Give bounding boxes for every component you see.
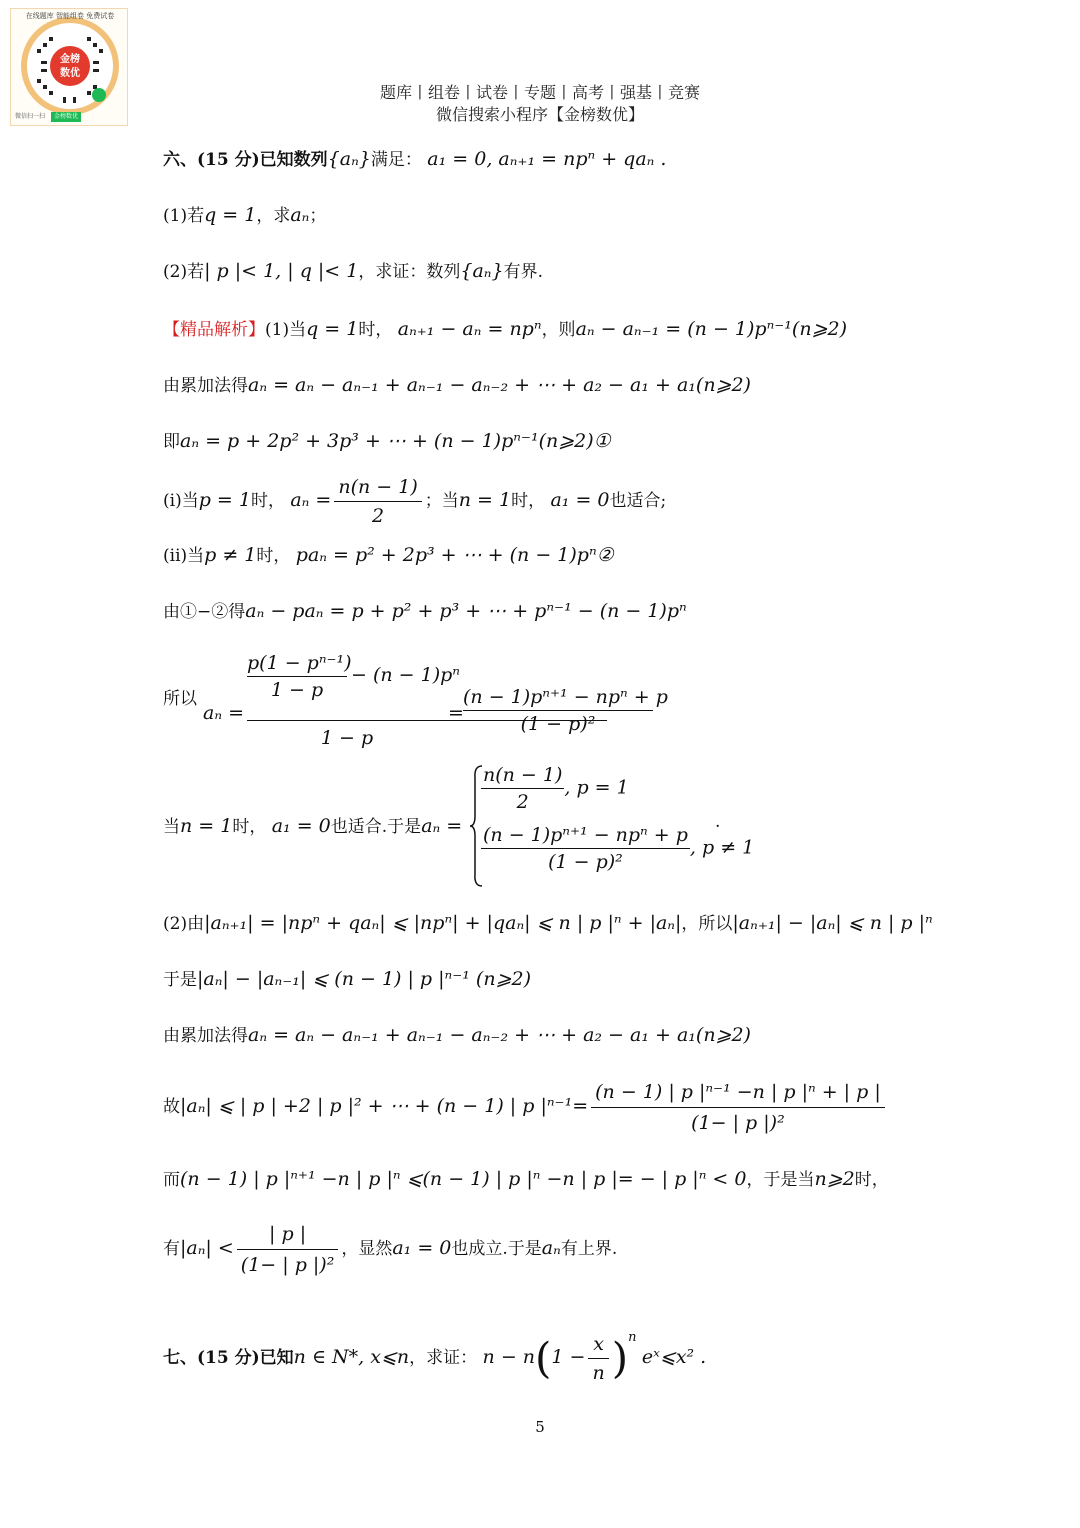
l1-a: q = 1: [306, 318, 359, 340]
l13-math: (n − 1) | p |ⁿ⁺¹ −n | p |ⁿ ⩽(n − 1) | p |ⁿ −n | p |= − | p |ⁿ < 0: [180, 1168, 747, 1190]
l14-b: ，显然: [341, 1239, 393, 1259]
l7-pre: 所以: [163, 689, 197, 709]
l14-e: aₙ: [541, 1237, 561, 1259]
l11-math: aₙ = aₙ − aₙ₋₁ + aₙ₋₁ − aₙ₋₂ + ⋯ + a₂ − a₁ + a₁(n⩾2): [248, 1024, 751, 1046]
l8-a: n = 1: [180, 815, 233, 837]
problem7-title: 七、(15 分)已知: [163, 1348, 294, 1368]
solution-line-14: [163, 1218, 617, 1279]
problem7-frac-num: x: [588, 1332, 608, 1359]
l14-d: 也成立.于是: [451, 1239, 542, 1259]
l7-inner-frac: [247, 652, 352, 701]
logo-caption-badge: 金榜数优: [51, 112, 81, 122]
l7-eq: =: [448, 702, 464, 724]
l8-end: .: [715, 812, 721, 832]
l14-frac: [237, 1221, 339, 1278]
l2-math: aₙ = aₙ − aₙ₋₁ + aₙ₋₁ − aₙ₋₂ + ⋯ + a₂ − a₁ + a₁(n⩾2): [248, 374, 751, 396]
l8-b: 时，: [232, 817, 267, 837]
l8-c2-den: (1 − p)²: [548, 851, 623, 873]
q1-math: q = 1: [204, 204, 257, 226]
q2-pre: (2)若: [163, 262, 205, 282]
problem7-frac: [588, 1332, 608, 1385]
l4-c: aₙ =: [290, 489, 332, 511]
q2-end: 有界.: [503, 262, 543, 282]
q1-mid: ，求: [256, 206, 291, 226]
l10-math: |aₙ| − |aₙ₋₁| ⩽ (n − 1) | p |ⁿ⁻¹ (n⩾2): [197, 968, 531, 990]
l9-pre: (2)由: [163, 914, 205, 934]
solution-line-9: [163, 908, 933, 939]
l4-d: ；当: [424, 491, 459, 511]
l9-mid: ，所以: [681, 914, 733, 934]
problem6-q2: [163, 256, 543, 287]
l8-c: a₁ = 0: [271, 815, 331, 837]
l8-c1-den: 2: [516, 791, 529, 813]
problem7-paren-r: ): [611, 1333, 629, 1383]
l4-num: n(n − 1): [334, 475, 421, 502]
l1-e: aₙ − aₙ₋₁ = (n − 1)pⁿ⁻¹(n⩾2): [575, 318, 847, 340]
l7-rhs-frac: [463, 686, 668, 735]
l8-d: 也适合.于是: [330, 817, 422, 837]
problem6-statement: [163, 144, 666, 175]
l9-math: |aₙ₊₁| = |npⁿ + qaₙ| ⩽ |npⁿ| + |qaₙ| ⩽ n | p |ⁿ + |aₙ|: [204, 912, 682, 934]
l5-pre: (ii)当: [163, 546, 205, 566]
l8-case1: [481, 764, 629, 813]
l11-pre: 由累加法得: [163, 1026, 248, 1046]
l12-pre: 故: [163, 1097, 180, 1117]
q1-end: ；: [309, 206, 327, 226]
l8-case1-frac: [481, 764, 564, 813]
l8-c2-cond: , p ≠ 1: [689, 836, 755, 859]
solution-line-3: [163, 426, 611, 457]
problem7-tail: eˣ⩽x² .: [641, 1346, 707, 1368]
problem7-frac-den: n: [592, 1362, 605, 1384]
l7-big-den: 1 − p: [320, 727, 374, 749]
l14-a: |aₙ| <: [180, 1237, 234, 1259]
l14-num: | p |: [237, 1221, 339, 1250]
q2-seq: {aₙ}: [460, 260, 504, 282]
q2-math: | p |< 1, | q |< 1: [204, 260, 359, 282]
l13-end: 时，: [854, 1170, 889, 1190]
solution-line-12: [163, 1076, 888, 1137]
solution-line-2: [163, 370, 751, 401]
l8-c2-num: (n − 1)pⁿ⁺¹ − npⁿ + p: [481, 824, 690, 849]
l12-math: |aₙ| ⩽ | p | +2 | p |² + ⋯ + (n − 1) | p |ⁿ⁻¹=: [180, 1095, 589, 1117]
q2-mid: ，求证：数列: [358, 262, 461, 282]
l6-pre: 由①−②得: [163, 602, 246, 622]
l14-f: 有上界.: [560, 1239, 618, 1259]
header-nav: 题库丨组卷丨试卷丨专题丨高考丨强基丨竞赛: [379, 83, 700, 102]
l1-pre: (1)当: [265, 320, 307, 340]
l4-h: 也适合;: [609, 491, 667, 511]
solution-line-5: [163, 540, 614, 571]
l13-pre: 而: [163, 1170, 180, 1190]
l12-num: (n − 1) | p |ⁿ⁻¹ −n | p |ⁿ + | p |: [591, 1079, 885, 1108]
l7-rden: (1 − p)²: [520, 713, 596, 735]
page-number: 5: [535, 1418, 545, 1436]
problem6-cond: a₁ = 0, aₙ₊₁ = npⁿ + qaₙ .: [427, 148, 667, 170]
logo-caption-text: 微信扫一扫: [15, 113, 46, 120]
problem6-cond-label: 满足：: [370, 150, 422, 170]
solution-line-1: [163, 314, 847, 345]
l14-c: a₁ = 0: [392, 1237, 452, 1259]
l13-math2: n⩾2: [814, 1168, 855, 1190]
solution-line-11: [163, 1020, 751, 1051]
l1-b: 时，: [358, 320, 393, 340]
q1-target: aₙ: [290, 204, 310, 226]
solution-line-10: [163, 964, 531, 995]
l4-frac: [334, 475, 421, 528]
l8-case2-frac: [481, 824, 690, 873]
l6-math: aₙ − paₙ = p + p² + p³ + ⋯ + pⁿ⁻¹ − (n − 1)pⁿ: [245, 600, 687, 622]
solution-label: 【精品解析】: [163, 320, 265, 340]
l14-den: (1− | p |)²: [240, 1254, 335, 1276]
l5-a: p ≠ 1: [204, 544, 257, 566]
q1-pre: (1)若: [163, 206, 205, 226]
logo-center-line2: 数优: [60, 68, 80, 79]
l13-mid: ，于是当: [746, 1170, 815, 1190]
l8-case2: [481, 824, 754, 873]
l1-d: ，则: [541, 320, 576, 340]
l8-prefix: [163, 812, 462, 837]
l1-c: aₙ₊₁ − aₙ = npⁿ: [397, 318, 542, 340]
l4-e: n = 1: [458, 489, 512, 511]
l2-pre: 由累加法得: [163, 376, 248, 396]
l8-e: aₙ =: [421, 815, 463, 837]
l10-pre: 于是: [163, 970, 197, 990]
problem7-statement: [163, 1308, 706, 1389]
problem7-cond: n ∈ N*, x⩽n: [293, 1346, 410, 1368]
logo-center-line1: 金榜: [60, 54, 80, 65]
problem7-mid: ，求证：: [409, 1348, 478, 1368]
l8-c1-num: n(n − 1): [481, 764, 564, 789]
logo-ring-text: 在线题库 智能组卷 免费试卷: [25, 12, 115, 20]
header-search: 微信搜索小程序【金榜数优】: [435, 105, 644, 124]
l4-b: 时，: [250, 491, 285, 511]
problem6-title: 六、(15 分)已知数列: [163, 150, 328, 170]
solution-line-6: [163, 596, 687, 627]
solution-line-4: [163, 470, 666, 531]
l7-lhs: aₙ =: [203, 702, 244, 724]
l4-den: 2: [372, 505, 385, 527]
l3-pre: 即: [163, 432, 180, 452]
l7-inner-den: 1 − p: [270, 679, 324, 701]
problem7-paren-l: (: [535, 1333, 552, 1383]
l7-tail: − (n − 1)pⁿ: [351, 664, 460, 686]
l7-rnum: (n − 1)pⁿ⁺¹ − npⁿ + p: [463, 686, 653, 711]
problem6-seq: {aₙ}: [327, 148, 371, 170]
l9-math2: |aₙ₊₁| − |aₙ| ⩽ n | p |ⁿ: [732, 912, 933, 934]
l3-math: aₙ = p + 2p² + 3p³ + ⋯ + (n − 1)pⁿ⁻¹(n⩾2)①: [180, 430, 611, 452]
problem7-exp: n: [628, 1330, 637, 1345]
problem7-lhs: n − n: [482, 1346, 536, 1368]
l8-pre: 当: [163, 817, 180, 837]
l8-c1-cond: , p = 1: [564, 776, 629, 799]
solution-line-13: [163, 1164, 889, 1195]
l5-b: 时，: [256, 546, 291, 566]
l7-inner-num: p(1 − pⁿ⁻¹): [247, 652, 347, 677]
l4-a: p = 1: [198, 489, 251, 511]
l5-c: paₙ = p² + 2p³ + ⋯ + (n − 1)pⁿ②: [295, 544, 614, 566]
l14-pre: 有: [163, 1239, 180, 1259]
problem6-q1: [163, 200, 326, 231]
problem7-one: 1 −: [551, 1346, 586, 1368]
l12-den: (1− | p |)²: [691, 1112, 785, 1134]
l4-pre: (i)当: [163, 491, 199, 511]
l12-frac: [591, 1079, 885, 1136]
l4-g: a₁ = 0: [550, 489, 610, 511]
l4-f: 时，: [511, 491, 546, 511]
